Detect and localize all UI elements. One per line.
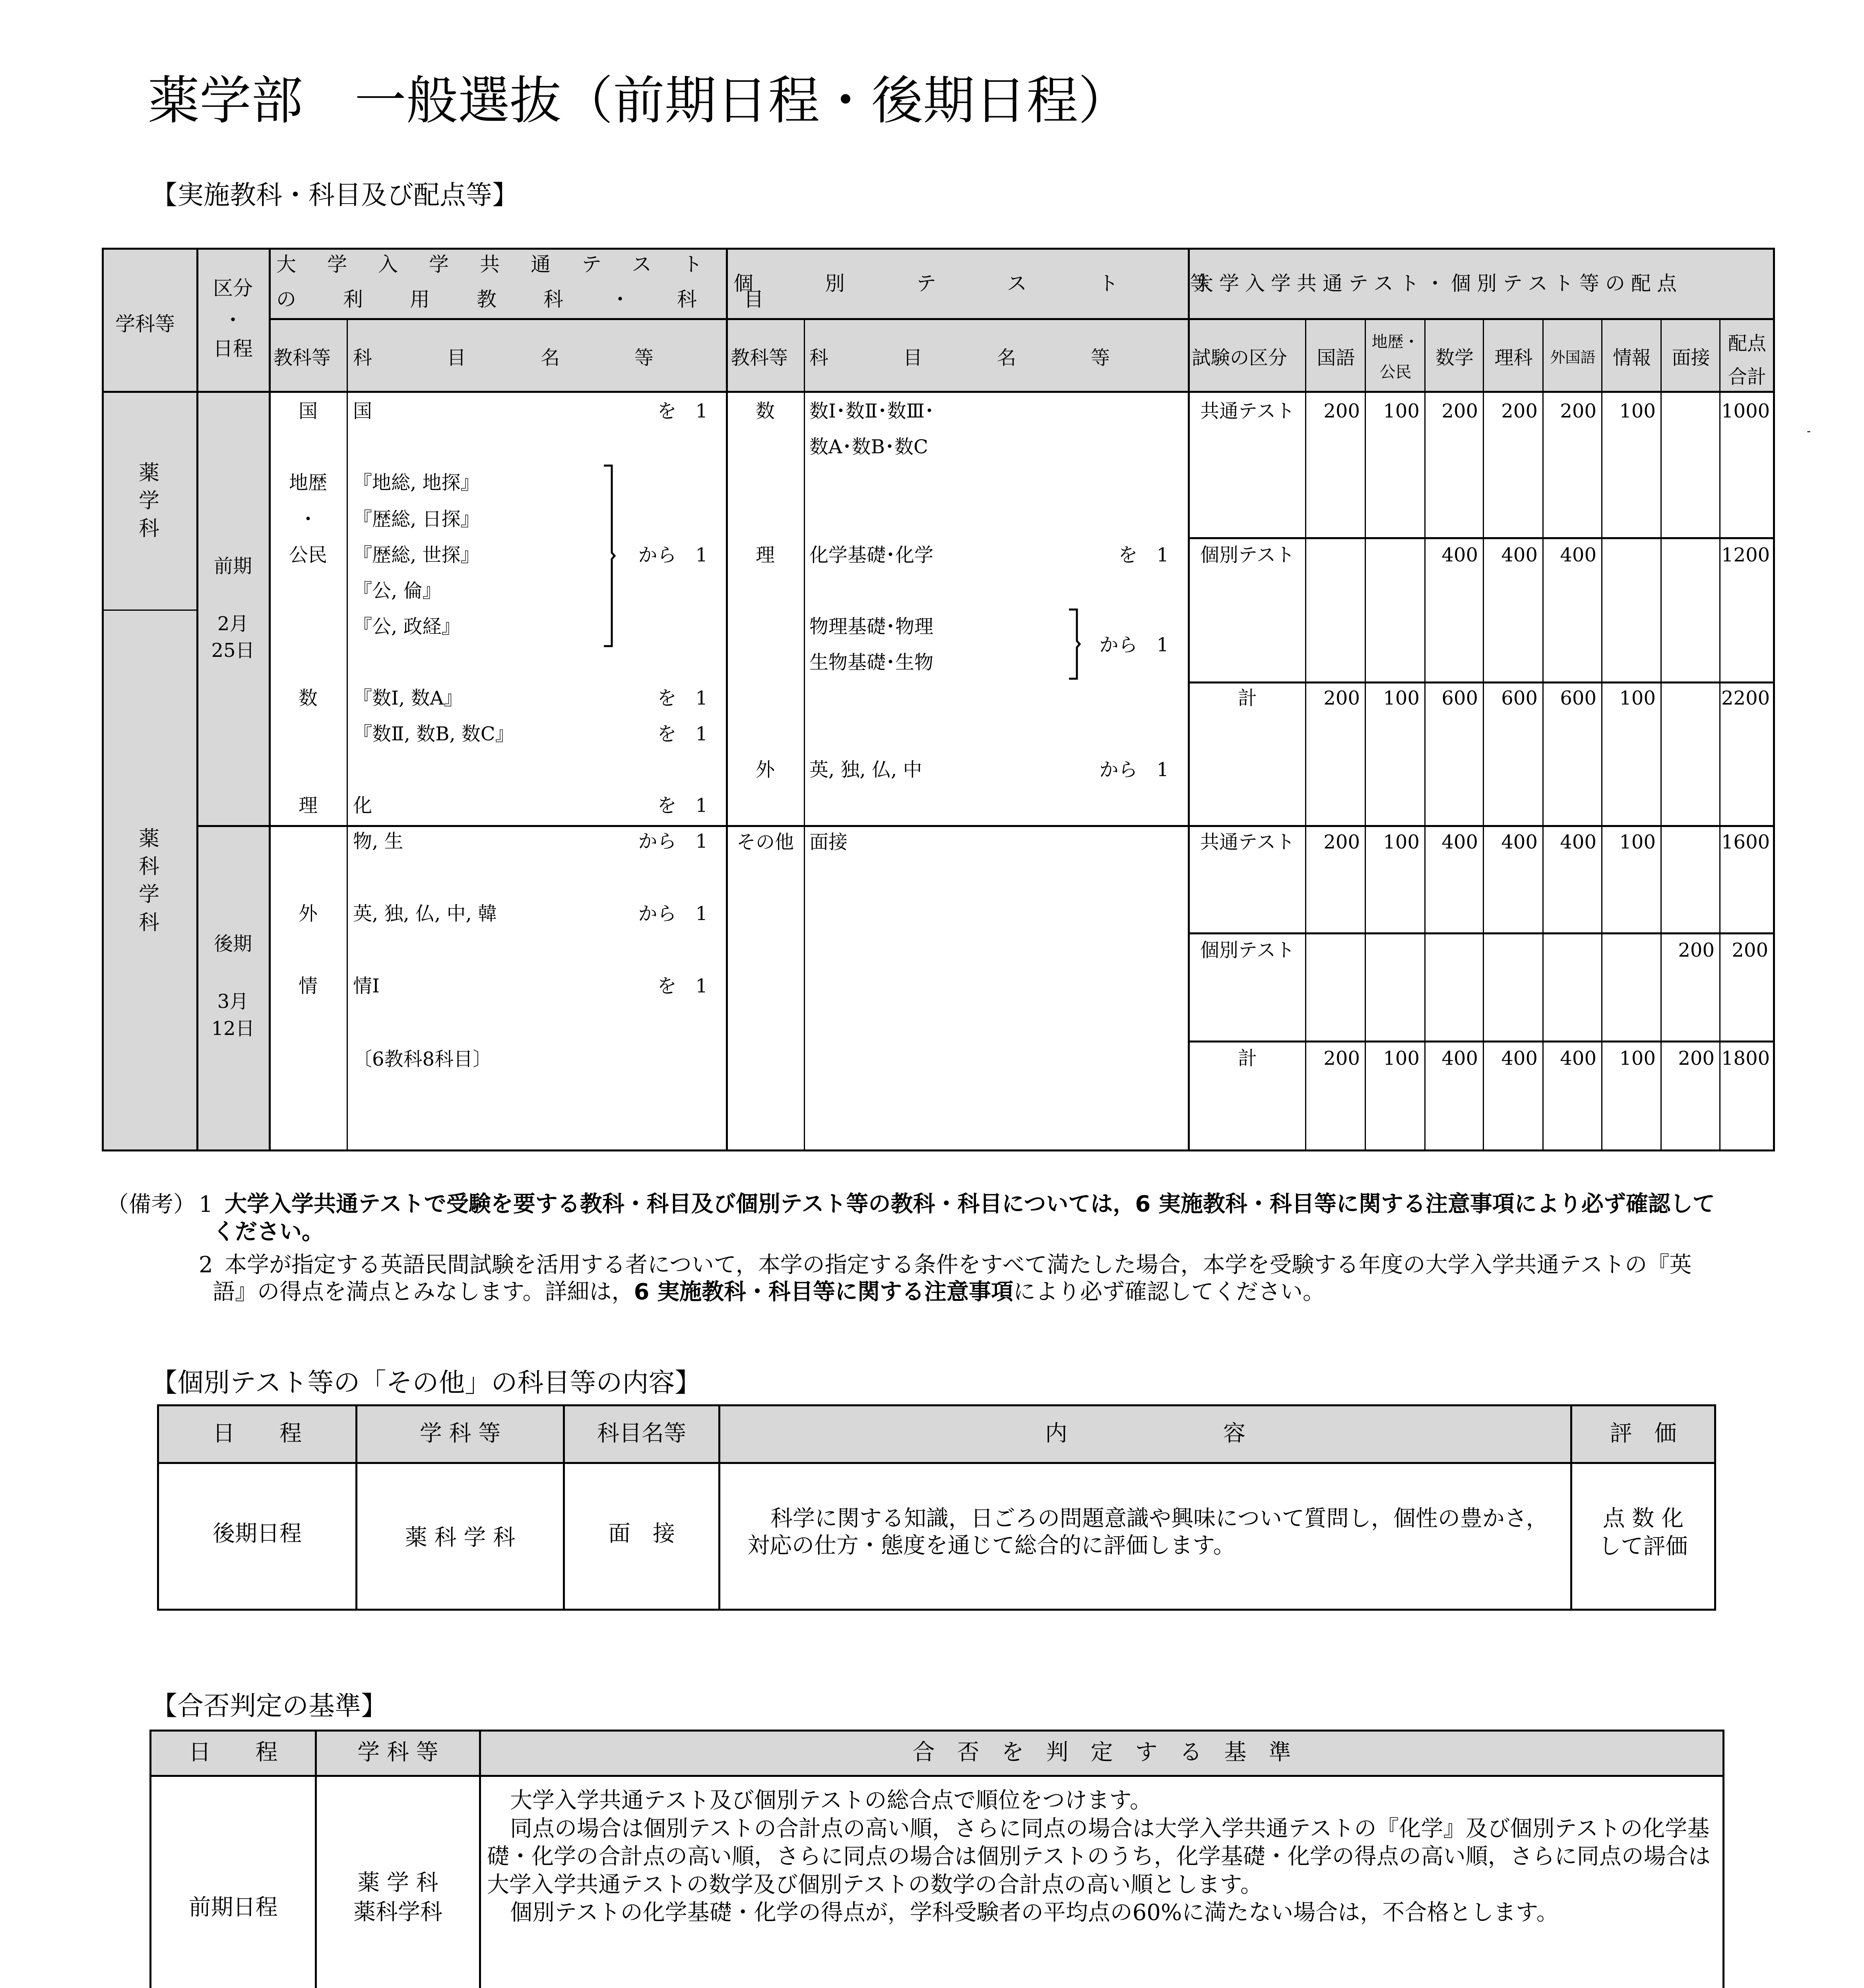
points-cell: 200	[1323, 400, 1360, 422]
points-cell: 1600	[1721, 831, 1770, 853]
header-div-3: 日程	[213, 337, 253, 360]
criteria-zenki-text: 大学入学共通テスト及び個別テストの総合点で順位をつけます。 同点の場合は個別テストの合計点の高い順，さらに同点の場合は大学入学共通テストの『化学』及び個別テストの化学基礎・化学の合計点の高い順，さらに同点の場合は個別テストのうち，化学基礎・化学の得点の高い順，さらに同点の場合は大学入学共通テストの数学及び個別テストの数学の合計点の高い順とします。 個別テストの化学基礎・化学の得点が，学科受験者の平均点の60%に満たない場合は，不合格とします。	[487, 1788, 1711, 1926]
points-cell: 100	[1619, 687, 1656, 709]
header-individual: 個別テスト等	[733, 272, 1281, 295]
brace-chireki	[602, 464, 616, 647]
header-div-2: ・	[223, 309, 243, 332]
points-cell: 200	[1678, 939, 1715, 961]
points-row-type: 計	[1237, 687, 1257, 709]
header-dept: 学科等	[115, 313, 175, 336]
header-common-1: 大学入学共通テスト	[276, 253, 733, 276]
points-cell: 200	[1560, 400, 1596, 422]
points-row-type: 共通テスト	[1200, 831, 1295, 853]
points-cell: 100	[1619, 831, 1656, 853]
other-content: 科学に関する知識，日ごろの問題意識や興味について質問し，個性の豊かさ，対応の仕方・態度を通じて総合的に評価します。	[747, 1506, 1548, 1559]
remark-1-number: 1	[199, 1192, 213, 1217]
points-cell: 100	[1619, 400, 1656, 422]
points-cell: 1000	[1721, 400, 1770, 422]
points-cell: 100	[1383, 1047, 1420, 1070]
header-div-1: 区分	[213, 277, 253, 300]
header-kyoka-common: 教科等	[273, 347, 331, 369]
document-page: 薬学部 一般選抜（前期日程・後期日程） 【実施教科・科目及び配点等】 学科等 区分 ・ 日程 大学入学共通テスト の利用教科・科目 個別テスト等 大学入学共通テスト・個別テスト等の配点 教科等 科目名等 教科等 科目名等 試験の区分 国語 地歴・公民 数学 理科 外国語 情報 面接 配点合計 薬学科 薬科学科 前期 2月 25日 後期 3月 12日 国 国 を 1 地歴 ・ 公民 『地総, 地探』 『歴総, 日探』 『歴総, 世探』 『公, 倫』 『公, 政経』 から 1 数 『数Ⅰ, 数A』 『数Ⅱ, 数B, 数C』 を 1 を 1 理 化 物, 生 を 1 から 1 外 英, 独, 仏, 中, 韓 から 1 情 情Ⅰ を 1 〔6教科8科目〕 数 数Ⅰ･数Ⅱ･数Ⅲ･ 数A･数B･数C 理 化学基礎･化学 を 1 物理基礎･物理 生物基礎･生物 から 1 外 英, 独, 仏, 中 から 1 その他 面接 共通テスト 200 100 200 200 200 100 1000 個別テスト 400 400 400 1200 計 200 100 600 600 600 100 2200 共通テスト 200 100 400 400 400 100 1600 個別テスト 200 200 計 200 100 400 400 400 100 200 1800 - （備考） 1 大学入学共通テストで受験を要する教科・科目及び個別テスト等の教科・科目については，6 実施教科・科目等に関する注意事項により必ず確認してください。 2 本学が指定する英語民間試験を活用する者について，本学の指定する条件をすべて満たした場合，本学を受験する年度の大学入学共通テストの『英語』の得点を満点とみなします。詳細は，6 実施教科・科目等に関する注意事項により必ず確認してください。 【個別テスト等の「その他」の科目等の内容】 日 程 学 科 等 科目名等 内 容 評 価 後期日程 薬 科 学 科 面 接 科学に関する知識，日ごろの問題意識や興味について質問し，個性の豊かさ，対応の仕方・態度を通じて総合的に評価します。 点 数 化 して評価 【合否判定の基準】 日 程 学 科 等 合 否 を 判 定 す る 基 準 前期日程 薬 学 科 薬科学科 大学入学共通テスト及び個別テストの総合点で順位をつけます。 同点の場合は個別テストの合計点の高い順，さらに同点の場合は大学入学共通テストの『化学』及び個別テストの化学基礎・化学の合計点の高い順，さらに同点の場合は個別テストのうち，化学基礎・化学の得点の高い順，さらに同点の場合は大学入学共通テストの数学及び個別テストの数学の合計点の高い順とします。 個別テストの化学基礎・化学の得点が，学科受験者の平均点の60%に満たない場合は，不合格とします。	[0, 0, 1864, 1988]
points-cell: 600	[1501, 687, 1538, 709]
remarks-label: （備考）	[107, 1192, 196, 1217]
other-dept: 薬 科 学 科	[405, 1525, 516, 1551]
header-col-math: 数学	[1435, 347, 1474, 369]
header-col-kokugo: 国語	[1317, 347, 1355, 369]
points-cell: 200	[1678, 1047, 1715, 1070]
header-col-total: 配点合計	[1728, 332, 1766, 388]
criteria-zenki-dept-2: 薬科学科	[353, 1899, 442, 1925]
points-cell: 400	[1441, 1047, 1478, 1070]
points-cell: 100	[1619, 1047, 1656, 1070]
points-cell: 400	[1501, 1047, 1538, 1070]
points-cell: 2200	[1721, 687, 1770, 709]
common-total-note: 〔6教科8科目〕	[353, 1048, 492, 1070]
remark-2-number: 2	[199, 1252, 213, 1278]
points-cell: 400	[1560, 1047, 1596, 1070]
page-title: 薬学部 一般選抜（前期日程・後期日程）	[148, 70, 1130, 131]
other-eval-2: して評価	[1598, 1534, 1688, 1559]
points-cell: 200	[1441, 400, 1478, 422]
header-col-chireki: 地歴・公民	[1371, 333, 1420, 381]
section-heading-other: 【個別テスト等の「その他」の科目等の内容】	[151, 1367, 701, 1398]
points-cell: 100	[1383, 400, 1420, 422]
points-cell: 100	[1383, 831, 1420, 853]
points-cell: 200	[1323, 687, 1360, 709]
points-cell: 200	[1732, 939, 1768, 961]
points-cell: 1800	[1721, 1047, 1770, 1070]
header-col-info: 情報	[1612, 347, 1651, 369]
points-cell: 200	[1323, 1047, 1360, 1070]
header-col-science: 理科	[1494, 347, 1533, 369]
section-heading-criteria: 【合否判定の基準】	[151, 1691, 387, 1721]
header-kyoka-indiv: 教科等	[731, 347, 788, 369]
schedule-kouki-day: 12日	[211, 1017, 255, 1040]
points-cell: 600	[1441, 687, 1478, 709]
header-points: 大学入学共通テスト・個別テスト等の配点	[1193, 272, 1683, 295]
other-eval-1: 点 数 化	[1602, 1506, 1684, 1532]
schedule-zenki: 前期	[213, 555, 252, 577]
dept-pharm-science: 薬科学科	[138, 827, 159, 935]
schedule-kouki: 後期	[213, 933, 252, 955]
points-cell: 400	[1441, 544, 1478, 566]
criteria-zenki-dept-1: 薬 学 科	[357, 1870, 438, 1896]
header-kamoku-indiv: 科目名等	[809, 347, 1185, 369]
header-common-2: の利用教科・科目	[276, 288, 811, 311]
points-row-type: 計	[1237, 1047, 1257, 1070]
points-cell: 200	[1323, 831, 1360, 853]
points-cell: 400	[1501, 831, 1538, 853]
points-row-type: 個別テスト	[1200, 544, 1295, 566]
schedule-zenki-day: 25日	[211, 639, 255, 662]
criteria-zenki-schedule: 前期日程	[188, 1895, 278, 1920]
points-cell: 200	[1501, 400, 1538, 422]
header-exam-type: 試験の区分	[1192, 347, 1288, 369]
remark-1-text: 大学入学共通テストで受験を要する教科・科目及び個別テスト等の教科・科目については，6 実施教科・科目等に関する注意事項により必ず確認してください。	[213, 1191, 1715, 1245]
points-cell: 400	[1441, 831, 1478, 853]
points-cell: 400	[1501, 544, 1538, 566]
header-col-foreign: 外国語	[1550, 349, 1596, 366]
points-cell: 1200	[1721, 544, 1770, 566]
points-row-type: 個別テスト	[1200, 939, 1295, 961]
section-heading-subjects: 【実施教科・科目及び配点等】	[151, 180, 518, 210]
header-kamoku-common: 科目名等	[353, 347, 729, 369]
remark-2-text: 本学が指定する英語民間試験を活用する者について，本学の指定する条件をすべて満たした場合，本学を受験する年度の大学入学共通テストの『英語』の得点を満点とみなします。詳細は，6 実施教科・科目等に関する注意事項により必ず確認してください。	[213, 1252, 1692, 1305]
brace-science	[1067, 608, 1081, 680]
other-schedule: 後期日程	[213, 1521, 302, 1547]
points-cell: 400	[1560, 831, 1596, 853]
points-cell: 100	[1383, 687, 1420, 709]
points-cell: 600	[1560, 687, 1596, 709]
points-cell: 400	[1560, 544, 1596, 566]
schedule-kouki-month: 3月	[217, 990, 249, 1013]
schedule-zenki-month: 2月	[217, 613, 249, 635]
points-row-type: 共通テスト	[1200, 400, 1295, 422]
other-subject: 面 接	[608, 1521, 675, 1547]
header-col-interview: 面接	[1672, 347, 1710, 369]
dept-pharmacy: 薬学科	[138, 461, 159, 541]
